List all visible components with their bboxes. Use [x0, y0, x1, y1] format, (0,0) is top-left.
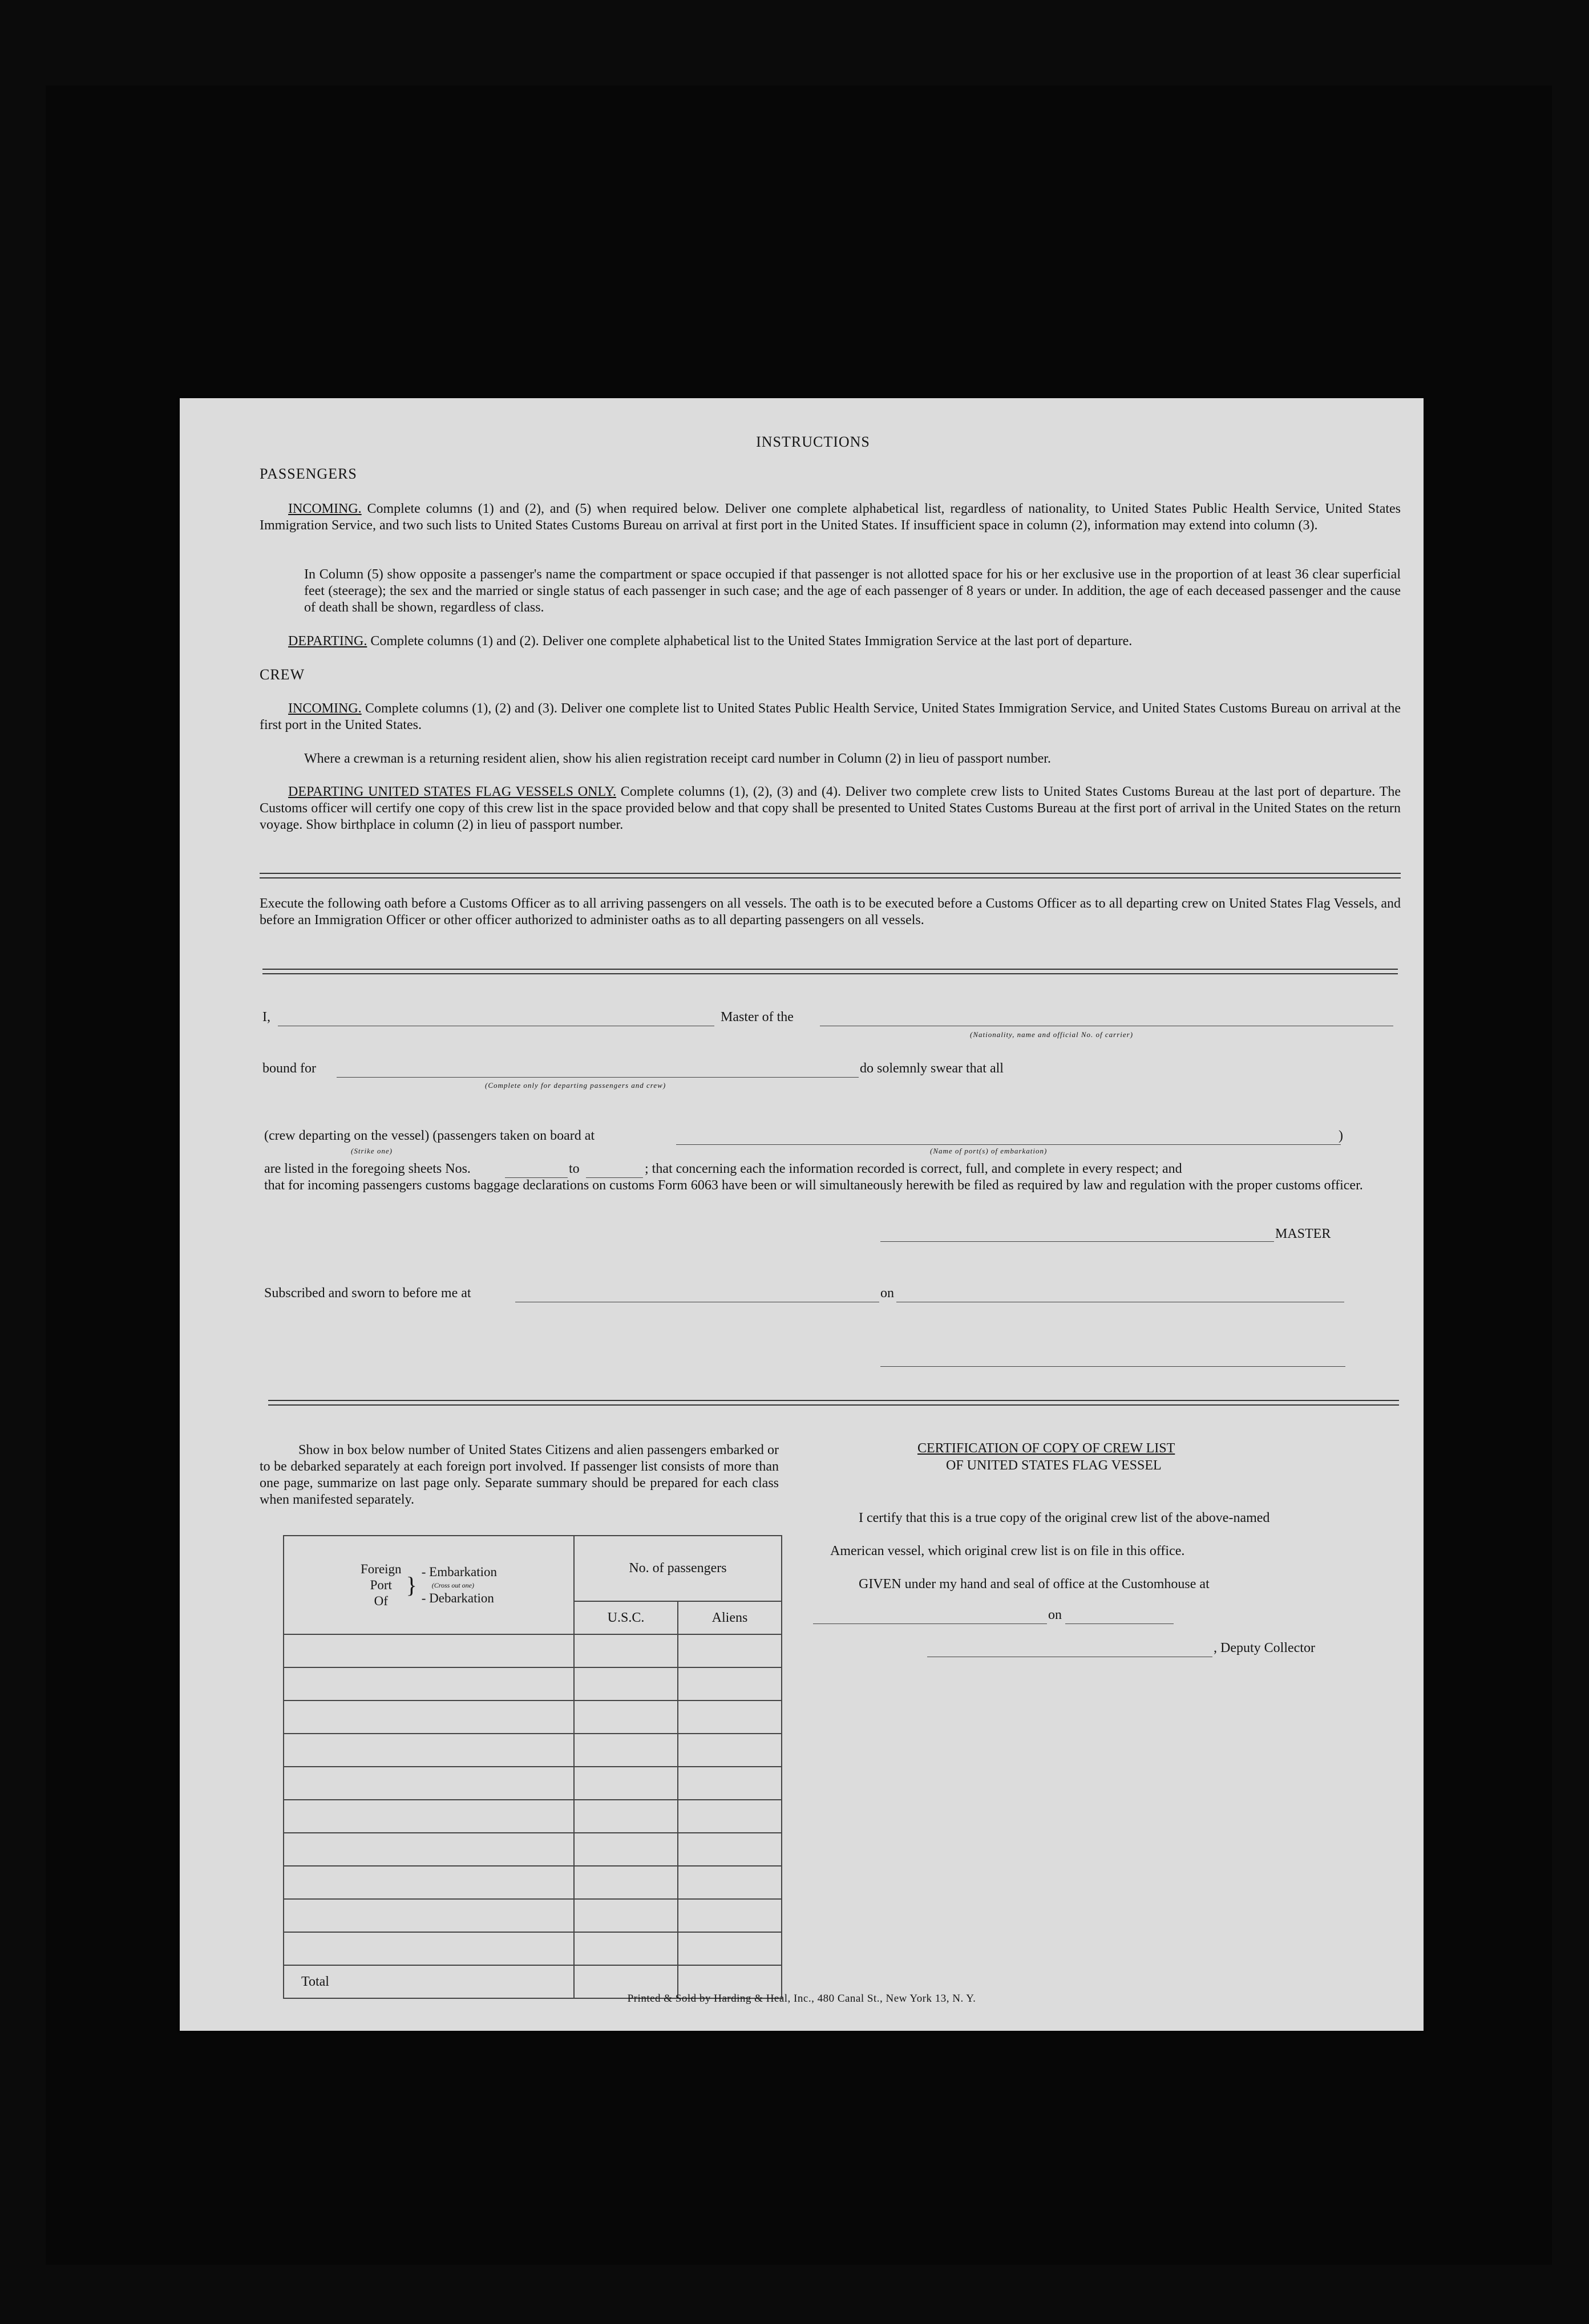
- departing-text: Complete columns (1) and (2). Deliver one complete alphabetical list to the United States Immigration Service at the last port of departure.: [370, 634, 1133, 649]
- aliens-cell[interactable]: [678, 1767, 782, 1800]
- departing-paragraph: [288, 633, 1401, 650]
- port-cell[interactable]: [284, 1899, 574, 1932]
- passenger-summary-table: [283, 1535, 782, 1999]
- customhouse-field[interactable]: [813, 1623, 1047, 1624]
- ports-note: (Name of port(s) of embarkation): [930, 1147, 1048, 1155]
- oath-intro: Execute the following oath before a Customs Officer as to all arriving passengers on all vessels. The oath is to be executed before a Customs Officer as to all departing crew on United States Flag Vessels, and before an Immigration Officer or other officer authorized to administer oaths as to all departing passengers on all vessels.: [260, 896, 1401, 928]
- usc-cell[interactable]: [574, 1899, 678, 1932]
- crew-departing-text: (crew departing on the vessel) (passengers taken on board at: [264, 1128, 595, 1143]
- column5-paragraph: In Column (5) show opposite a passenger's name the compartment or space occupied if that passenger is not allotted space for his or her exclusive use in the proportion of at least 36 clear superficial feet (steerage); the sex and the married or single status of each passenger in such case; and the age of each passenger of 8 years or under. In addition, the age of each deceased passenger and the cause of death shall be shown, regardless of class.: [304, 567, 1401, 615]
- total-label: Total: [284, 1965, 574, 1998]
- oath-divider: [262, 969, 1398, 974]
- bound-note: (Complete only for departing passengers and crew): [485, 1081, 666, 1090]
- no-of-passengers-header: No. of passengers: [574, 1536, 782, 1601]
- port-cell[interactable]: [284, 1701, 574, 1734]
- aliens-cell[interactable]: [678, 1734, 782, 1767]
- port-cell[interactable]: [284, 1734, 574, 1767]
- usc-cell[interactable]: [574, 1634, 678, 1667]
- usc-cell[interactable]: [574, 1800, 678, 1833]
- nationality-note: (Nationality, name and official No. of carrier): [970, 1030, 1134, 1039]
- summary-row: [284, 1767, 782, 1800]
- summary-row: [284, 1634, 782, 1667]
- i-label: I,: [262, 1010, 270, 1025]
- port-cell[interactable]: [284, 1634, 574, 1667]
- printer-imprint: Printed & Sold by Harding & Heal, Inc., 480 Canal St., New York 13, N. Y.: [627, 1993, 976, 2005]
- summary-row: [284, 1800, 782, 1833]
- crew-incoming-paragraph: [260, 701, 1401, 734]
- flag-label: DEPARTING UNITED STATES FLAG VESSELS ONLY.: [288, 784, 616, 799]
- summary-row: [284, 1667, 782, 1701]
- foreign-label: Foreign: [361, 1561, 402, 1576]
- embarkation-ports-field[interactable]: [676, 1144, 1341, 1145]
- brace-glyph: }: [406, 1572, 417, 1598]
- aliens-cell[interactable]: [678, 1833, 782, 1866]
- incoming-label: INCOMING.: [288, 501, 362, 516]
- close-paren: ): [1339, 1128, 1343, 1143]
- certify-text-2: American vessel, which original crew list is on file in this office.: [830, 1544, 1185, 1558]
- usc-cell[interactable]: [574, 1833, 678, 1866]
- cert-on-label: on: [1048, 1608, 1062, 1622]
- aliens-header: Aliens: [678, 1601, 782, 1634]
- bound-for-label: bound for: [262, 1061, 316, 1076]
- flag-paragraph: [260, 784, 1401, 833]
- lower-divider: [268, 1400, 1399, 1406]
- given-text: GIVEN under my hand and seal of office at the Customhouse at: [859, 1577, 1210, 1592]
- certify-text-1: I certify that this is a true copy of the original crew list of the above-named: [859, 1511, 1270, 1525]
- bound-for-field[interactable]: [337, 1077, 859, 1078]
- port-cell[interactable]: [284, 1767, 574, 1800]
- aliens-cell[interactable]: [678, 1667, 782, 1701]
- usc-cell[interactable]: [574, 1734, 678, 1767]
- cert-date-field[interactable]: [1065, 1623, 1174, 1624]
- summary-row: [284, 1833, 782, 1866]
- aliens-cell[interactable]: [678, 1800, 782, 1833]
- form-sheet: [180, 398, 1424, 2031]
- port-cell[interactable]: [284, 1866, 574, 1899]
- aliens-cell[interactable]: [678, 1634, 782, 1667]
- crew-incoming-text: Complete columns (1), (2) and (3). Deliver one complete list to United States Public Health Service, United States Immigration Service, and United States Customs Bureau on arrival at the first port in the United States.: [260, 701, 1401, 732]
- aliens-cell[interactable]: [678, 1866, 782, 1899]
- usc-cell[interactable]: [574, 1932, 678, 1965]
- aliens-cell[interactable]: [678, 1932, 782, 1965]
- listed-text-3: that for incoming passengers customs baggage declarations on customs Form 6063 have been or will simultaneously herewith be filed as required by law and regulation with the proper customs officer.: [264, 1178, 1363, 1193]
- listed-to: to: [569, 1161, 580, 1176]
- port-cell[interactable]: [284, 1800, 574, 1833]
- crew-incoming-label: INCOMING.: [288, 701, 362, 716]
- crew-heading: CREW: [260, 666, 305, 683]
- master-label: MASTER: [1275, 1226, 1331, 1241]
- flag-text: Complete columns (1), (2), (3) and (4). Deliver two complete crew lists to United States Customs Bureau at the last port of departure. The Customs officer will certify one copy of this crew list in the space provided below and that copy shall be presented to United States Customs Bureau at the first port of arrival in the United States on the return voyage. Show birthplace in column (2) in lieu of passport number.: [260, 784, 1401, 832]
- incoming-paragraph: [260, 501, 1401, 534]
- debarkation-label: - Debarkation: [421, 1590, 494, 1605]
- crewman-paragraph: Where a crewman is a returning resident alien, show his alien registration receipt card number in Column (2) in lieu of passport number.: [304, 751, 1051, 766]
- sworn-on-label: on: [880, 1286, 894, 1301]
- master-of-label: Master of the: [721, 1010, 794, 1025]
- master-signature-field[interactable]: [880, 1241, 1274, 1242]
- embarkation-label: - Embarkation: [421, 1564, 497, 1579]
- strike-one-note: (Strike one): [351, 1147, 393, 1155]
- of-label: Of: [374, 1593, 388, 1608]
- summary-row: [284, 1734, 782, 1767]
- foreign-port-header: [284, 1536, 574, 1634]
- listed-text-1: are listed in the foregoing sheets Nos.: [264, 1161, 471, 1176]
- port-cell[interactable]: [284, 1833, 574, 1866]
- cross-out-note: (Cross out one): [431, 1581, 474, 1589]
- certification-title: CERTIFICATION OF COPY OF CREW LIST: [917, 1441, 1175, 1456]
- instructions-title: INSTRUCTIONS: [756, 434, 870, 450]
- summary-instructions: Show in box below number of United States Citizens and alien passengers embarked or to be debarked separately at each foreign port involved. If passenger list consists of more than one page, summarize on last page only. Separate summary should be prepared for each class when manifested separately.: [260, 1443, 779, 1507]
- incoming-text: Complete columns (1) and (2), and (5) when required below. Deliver one complete alphabetical list, regardless of nationality, to United States Public Health Service, United States Immigration Service, and two such lists to United States Customs Bureau on arrival at first port in the United States. If insufficient space in column (2), information may extend into column (3).: [260, 501, 1401, 533]
- subscribed-text: Subscribed and sworn to before me at: [264, 1286, 471, 1301]
- usc-cell[interactable]: [574, 1767, 678, 1800]
- summary-row: [284, 1932, 782, 1965]
- listed-text-2: ; that concerning each the information recorded is correct, full, and complete in every respect; and: [645, 1161, 1182, 1176]
- port-cell[interactable]: [284, 1667, 574, 1701]
- port-label: Port: [370, 1577, 392, 1592]
- summary-row: [284, 1866, 782, 1899]
- swear-text: do solemnly swear that all: [860, 1061, 1004, 1076]
- aliens-cell[interactable]: [678, 1899, 782, 1932]
- departing-label: DEPARTING.: [288, 634, 367, 649]
- usc-cell[interactable]: [574, 1866, 678, 1899]
- port-cell[interactable]: [284, 1932, 574, 1965]
- summary-row: [284, 1701, 782, 1734]
- certification-subtitle: OF UNITED STATES FLAG VESSEL: [946, 1458, 1162, 1473]
- summary-row: [284, 1899, 782, 1932]
- usc-cell[interactable]: [574, 1701, 678, 1734]
- passengers-heading: PASSENGERS: [260, 465, 357, 482]
- deputy-collector-label: , Deputy Collector: [1214, 1641, 1315, 1655]
- summary-header-row: [284, 1536, 782, 1601]
- usc-cell[interactable]: [574, 1667, 678, 1701]
- usc-header: U.S.C.: [574, 1601, 678, 1634]
- officer-signature-field[interactable]: [880, 1366, 1345, 1367]
- aliens-cell[interactable]: [678, 1701, 782, 1734]
- section-divider: [260, 873, 1401, 878]
